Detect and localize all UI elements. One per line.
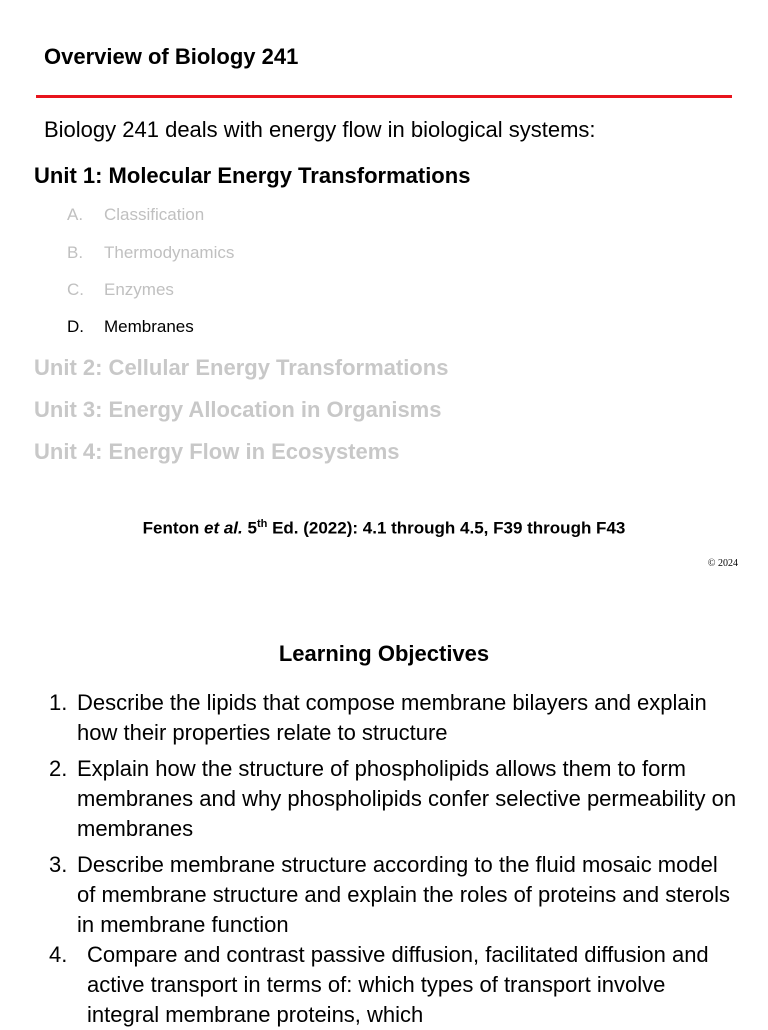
- subtopic-label: Classification: [104, 205, 205, 224]
- textbook-reference: [0, 518, 768, 539]
- title-divider: [36, 95, 732, 98]
- subtopic-d: [67, 317, 194, 337]
- subtopic-c: [67, 280, 174, 300]
- objective-text: Describe the lipids that compose membrane bilayers and explain how their properties relate to structure: [77, 690, 707, 745]
- subtopic-b: [67, 243, 234, 263]
- objective-item: [49, 940, 739, 1030]
- learning-objectives-title: Learning Objectives: [278, 641, 490, 666]
- subtopic-letter: C.: [67, 280, 84, 299]
- objective-number: 2.: [49, 756, 68, 781]
- objective-text: Compare and contrast passive diffusion, facilitated diffusion and active transport in terms of: which types of transport involve integral membrane proteins, which: [87, 942, 709, 1027]
- reference-chapters: Ed. (2022): 4.1 through 4.5, F39 through F43: [267, 518, 626, 538]
- subtopic-letter: A.: [67, 205, 84, 224]
- reference-author: Fenton: [142, 518, 205, 538]
- objective-text: Explain how the structure of phospholipids allows them to form membranes and why phospholipids confer selective permeability on membranes: [77, 756, 737, 841]
- reference-etal: et al.: [204, 518, 243, 538]
- subtopic-a: [67, 205, 204, 225]
- objective-item: [49, 850, 739, 940]
- objective-number: 3.: [49, 852, 68, 877]
- objective-number: 4.: [49, 942, 68, 967]
- subtopic-label: Membranes: [104, 317, 194, 336]
- unit-1-heading: Unit 1: Molecular Energy Transformations: [34, 163, 471, 188]
- reference-edition-suffix: th: [256, 518, 268, 530]
- subtopic-letter: B.: [67, 243, 84, 262]
- unit-2-heading: Unit 2: Cellular Energy Transformations: [34, 355, 449, 380]
- unit-4-heading: Unit 4: Energy Flow in Ecosystems: [34, 439, 400, 464]
- intro-text: Biology 241 deals with energy flow in biological systems:: [44, 117, 596, 142]
- copyright-notice: © 2024: [707, 558, 738, 569]
- objective-item: [49, 754, 739, 844]
- reference-edition: 5: [242, 518, 257, 538]
- unit-3-heading: Unit 3: Energy Allocation in Organisms: [34, 397, 442, 422]
- objective-text: Describe membrane structure according to the fluid mosaic model of membrane structure and explain the roles of proteins and sterols in membrane function: [77, 852, 731, 937]
- subtopic-letter: D.: [67, 317, 84, 336]
- subtopic-label: Enzymes: [104, 280, 174, 299]
- objective-number: 1.: [49, 690, 68, 715]
- objective-item: [49, 688, 739, 748]
- subtopic-label: Thermodynamics: [104, 243, 235, 262]
- slide-title: Overview of Biology 241: [44, 44, 299, 69]
